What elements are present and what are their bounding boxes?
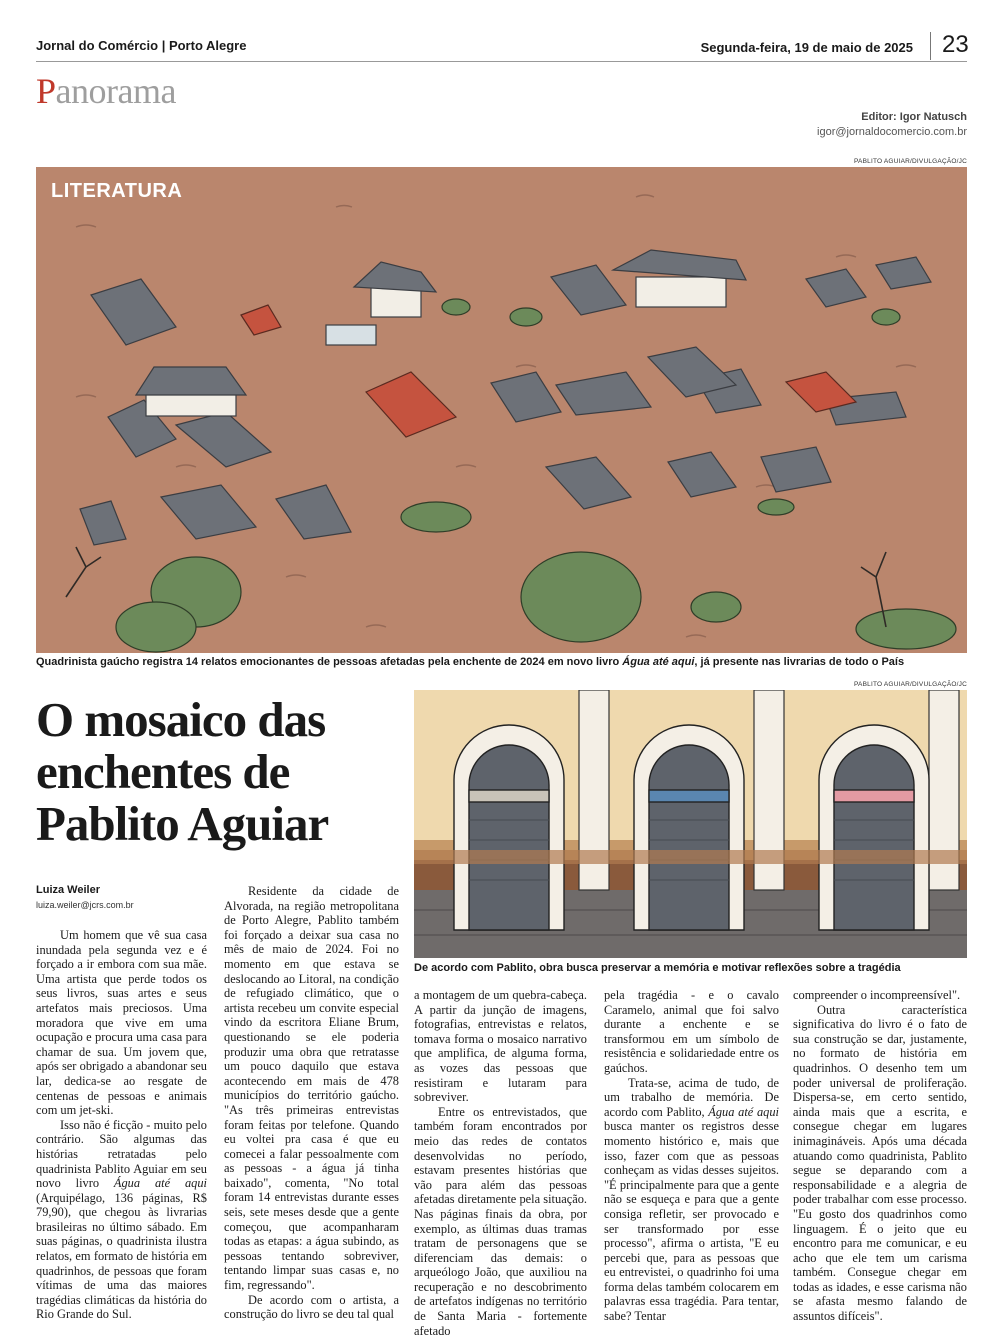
paragraph: Entre os entrevistados, que também foram encontrados por meio das redes de contatos desenvolvidas no período, estavam presentes histórias que vão para além das pessoas afetadas diretamente pela situação. Nas páginas finais da obra, por exemplo, as últimas duas tramas tratam de personagens que se diferenciam das demais: o arqueólogo João, que auxiliou na recuperação e no descobrimento de artefatos indígenas no território de Santa Maria - fortemente afetado: [414, 1104, 587, 1338]
paragraph: pela tragédia - e o cavalo Caramelo, animal que foi salvo durante a enchente e se transformou em um símbolo de resistência e solidariedade entre os gaúchos.: [604, 988, 779, 1075]
article-column-2: [224, 884, 399, 1322]
paragraph: Residente da cidade de Alvorada, na região metropolitana de Porto Alegre, Pablito também foi forçado a deixar sua casa no mês de maio de 2024. Foi no momento em que estava se deslocando ao Litoral, na condição de refugiado climático, que o artista recebeu um convite especial vindo da escritora Eliane Brum, questionando se ele poderia produzir uma obra que retratasse um pouco daquilo que estava acontecendo em mais de 478 municípios do território gaúcho. "As três primeiras entrevistas foram feitas por telefone. Quando eu voltei pra casa é que eu comecei a falar pessoalmente com as pessoas - a água já tinha baixado", comenta, "No total foram 14 entrevistas durante esses seis, sete meses desde que a gente começou, que acompanharam todas as etapas: a água subindo, as pessoas tentando sobreviver, tentando limpar suas casas e, no fim, regressando".: [224, 884, 399, 1293]
hero-caption-end: , já presente nas livrarias de todo o País: [694, 656, 905, 668]
editor-email[interactable]: igor@jornaldocomercio.com.br: [817, 126, 967, 138]
section-kicker: LITERATURA: [51, 180, 183, 202]
flooded-houses-illustration: [36, 167, 967, 653]
book-title: Água até aqui: [113, 1176, 207, 1191]
header-divider: [930, 32, 931, 60]
paragraph: compreender o incompreensível".: [793, 988, 961, 1002]
text: busca manter os registros desse momento histórico e, mais que isso, fazer com que as pessoas conheçam as vidas desses sujeitos. "É principalmente para que a gente não se esqueça e para que a gente consiga refletir, ser provocado e ser transformado por esse processo", afirma o artista, "E eu percebi que, para as pessoas que eu entrevistei, o quadrinho foi uma forma delas também colocarem em palavras essa tragédia. Para tentar, sabe? Tentar: [604, 1119, 779, 1324]
author-name: Luiza Weiler: [36, 884, 100, 896]
article-column-4: [604, 988, 779, 1324]
paragraph: [604, 1076, 779, 1324]
paragraph: a montagem de um quebra-cabeça. A partir da junção de imagens, fotografias, entrevistas e relatos, tomava forma o mosaico narrativo que amplifica, de alguma forma, as vozes das pessoas que resistiram e lutaram para sobreviver.: [414, 988, 587, 1105]
paragraph: Outra característica significativa do livro é o fato de sua construção se dar, justamente, no formato de história em quadrinhos. O desenho tem um poder universal de proliferação. Dispersa-se, em certo sentido, ainda mais que a escrita, e consegue chegar em lugares inimagináveis. Após uma década atuando como quadrinista, Pablito segue se deparando com a responsabilidade e a alegria de poder trabalhar com esse processo. "Eu gosto dos quadrinhos como linguagem. É o jeito que eu encontro para me comunicar, e eu acho que ele tem um carisma também. Consegue chegar em todas as idades, e esse carisma não se afasta mesmo falando de assuntos difíceis".: [793, 1002, 967, 1324]
hero-photo-credit: PABLITO AGUIAR/DIVULGAÇÃO/JC: [854, 158, 967, 165]
text: (Arquipélago, 136 páginas, R$ 79,90), que chegou às livrarias brasileiras no último sábado. Em suas páginas, o quadrinista ilustra relatos, em formato de história em quadrinhos, de pessoas que foram vítimas de uma das maiores tragédias climáticas da história do Rio Grande do Sul.: [36, 1190, 207, 1322]
editor-name: Editor: Igor Natusch: [861, 111, 967, 123]
section-rest: anorama: [55, 71, 176, 111]
headline: O mosaico das enchentes de Pablito Aguiar: [36, 692, 329, 851]
author-email[interactable]: luiza.weiler@jcrs.com.br: [36, 900, 134, 910]
article-column-1: [36, 928, 207, 1322]
second-image-caption: De acordo com Pablito, obra busca preservar a memória e motivar reflexões sobre a tragédia: [414, 962, 901, 974]
article-column-5: [793, 988, 967, 1324]
section-title: [36, 70, 176, 112]
hero-caption: [36, 656, 967, 668]
text: Isso não é ficção - muito pelo contrário. São algumas das histórias retratadas pelo quadrinista Pablito Aguiar em seu novo livro: [36, 1117, 207, 1191]
issue-date: Segunda-feira, 19 de maio de 2025: [700, 40, 913, 55]
text: Trata-se, acima de tudo, de um trabalho de memória. De acordo com Pablito,: [604, 1075, 779, 1119]
paragraph: [36, 1118, 207, 1322]
book-title: Água até aqui: [708, 1104, 779, 1119]
doors: [454, 725, 929, 930]
section-initial: P: [36, 71, 56, 111]
paragraph: De acordo com o artista, a construção do livro se deu tal qual: [224, 1292, 399, 1322]
second-photo-credit: PABLITO AGUIAR/DIVULGAÇÃO/JC: [854, 681, 967, 688]
article-column-3: [414, 988, 587, 1338]
book-title: Água até aqui: [622, 656, 695, 668]
header-rule: [36, 61, 967, 62]
flooded-doors-illustration: [414, 690, 967, 958]
hero-caption-text: Quadrinista gaúcho registra 14 relatos emocionantes de pessoas afetadas pela enchente de 2024 em novo livro: [36, 656, 623, 668]
page-number: 23: [942, 31, 969, 58]
paragraph: Um homem que vê sua casa inundada pela segunda vez e é forçado a ir embora com sua mãe. Uma artista que perde todos os seus livros, suas artes e seus artefatos mais preciosos. Uma moradora que vive em uma ocupação e procura uma casa para chamar de sua. Um jovem que, após ser obrigado a abandonar seu lar, dedica-se ao resgate de centenas de pessoas e animais com um jet-ski.: [36, 928, 207, 1118]
publication-name: Jornal do Comércio | Porto Alegre: [36, 38, 247, 53]
